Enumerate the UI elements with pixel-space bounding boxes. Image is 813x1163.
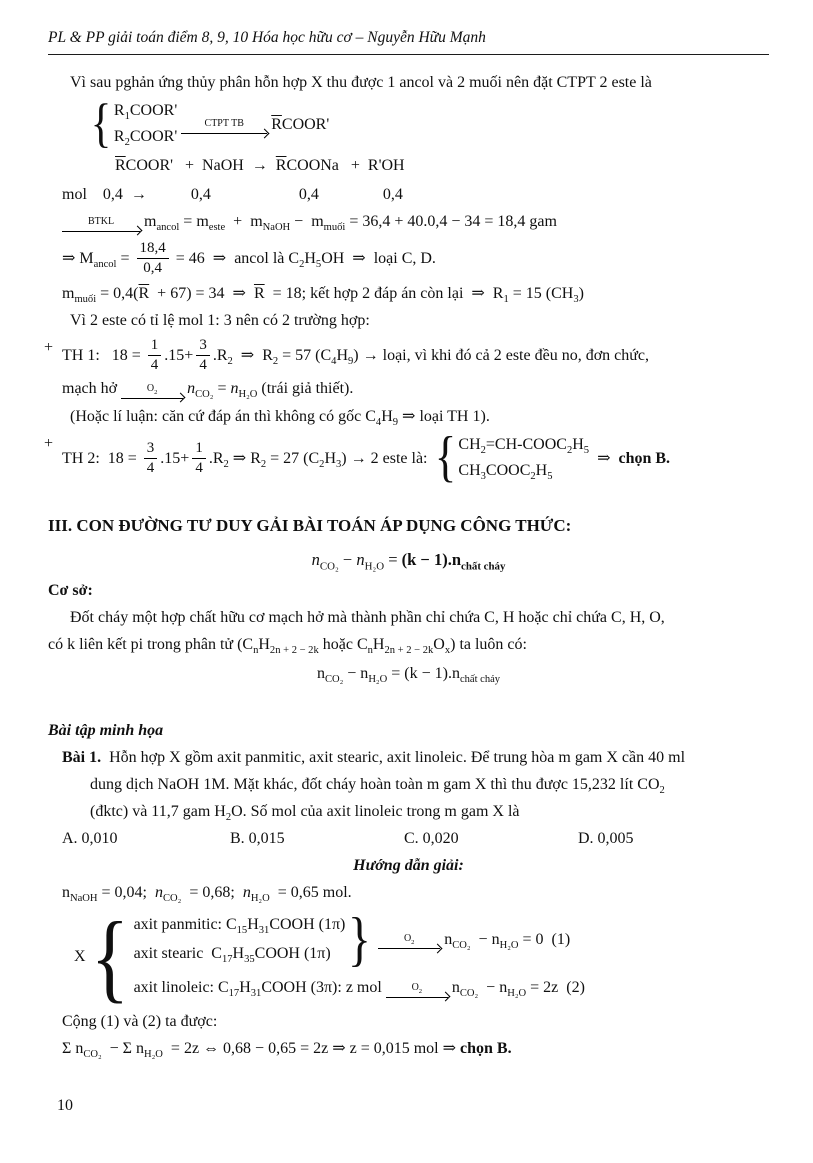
este-average-formula: $\overline{R}COOR'$ [271, 115, 330, 133]
th2-post: $.R_2$ [208, 449, 229, 470]
arrow-shaft [62, 227, 140, 232]
mancol-line [62, 239, 769, 278]
exercise-1-line-3: (đktc) và 11,7 gam $H_2O$. Số mol của axit linoleic trong m gam X là [90, 803, 520, 824]
este-system [88, 93, 769, 154]
main-formula: $n_{CO_2} - n_{H_2O} = (k - 1).n_{chất cháy}$ [311, 550, 506, 573]
o2-arrow [378, 933, 440, 949]
ester-candidates [458, 432, 589, 484]
case-2 [44, 426, 769, 489]
acid-2: axit stearic $C_{17}H_{35}COOH$ (1π) [133, 945, 331, 966]
section-heading: III. CON ĐƯỜNG TƯ DUY GẢI BÀI TOÁN ÁP DỤNG CÔNG THỨC: [48, 516, 572, 535]
este-line-2: $R_2COOR'$ [113, 128, 178, 149]
answer-options [62, 827, 769, 850]
mixture-label: X [74, 947, 86, 965]
sum-equation-line: Σ $n_{CO_2} - \Sigma$ $n_{H_2O} = 2z$ ⇔ 0,68 − 0,65 = 2z ⇒ z = 0,015 mol ⇒ chọn B. [62, 1040, 512, 1061]
repeat-formula: $n_{CO_2} - n_{H_2O} = (k - 1).n_{chất cháy}$ [316, 665, 501, 686]
arrow-label: $O_2$ [146, 382, 158, 396]
fraction-numerator: 1 [148, 336, 162, 356]
acid-1: axit panmitic: $C_{15}H_{31}COOH$ (1π) [133, 916, 346, 937]
exercise-1-text: Hỗn hợp X gồm axit panmitic, axit stearic, axit linoleic. Để trung hòa m gam X cần 40 ml [109, 749, 686, 766]
solution-intro-line: Vì sau pghản ứng thủy phân hỗn hợp X thu được 1 ancol và 2 muối nên đặt CTPT 2 este là [70, 74, 652, 91]
fraction-numerator: 1 [192, 439, 206, 459]
exercise-1-line-2: dung dịch NaOH 1M. Mặt khác, đốt cháy hoàn toàn m gam X thì thu được 15,232 lít $CO_2$ [90, 776, 665, 797]
left-brace: { [90, 900, 129, 1012]
fraction [196, 336, 210, 375]
ester-1: $CH_2=CH-COOC_2H_5$ [458, 436, 590, 457]
option-a: A. 0,010 [62, 830, 118, 847]
acid-system-body [133, 905, 585, 1002]
th1-mid: .15+ [164, 347, 194, 364]
option-d: D. 0,005 [578, 830, 634, 847]
case-1-line-2 [62, 377, 649, 400]
result-equation-2: $n_{CO_2} - n_{H_2O} = 2z$ (2) [451, 979, 585, 1000]
acid-group-row [133, 905, 585, 972]
acid-group-lines [134, 910, 346, 968]
option-b: B. 0,015 [230, 830, 285, 847]
fraction-denominator: 4 [195, 459, 203, 476]
case-1-line-1 [62, 336, 649, 375]
arrow-label: $O_2$ [411, 981, 423, 995]
o2-arrow [121, 383, 183, 399]
este-line-1: $R_1COOR'$ [113, 102, 178, 123]
fraction-numerator: 18,4 [137, 239, 169, 259]
th1-post: $.R_2$ [212, 347, 233, 368]
arrow-shaft [121, 394, 183, 399]
mol-row: mol 0,4 → 0,4 0,4 0,4 [62, 186, 403, 203]
mmuoi-line: $m_{muối} = 0,4(\overline{R} + 67) = 34$ ⇒ $\overline{R} = 18$; kết hợp 2 đáp án còn lại ⇒ $R_1 = 15$ $(CH_3)$ [62, 285, 584, 306]
fraction-denominator: 4 [150, 357, 159, 373]
btkl-equation: $m_{ancol} = m_{este} + m_{NaOH} - m_{muối} = 36,4 + 40.0,4 - 34 = 18,4$ gam [144, 213, 557, 234]
fraction-denominator: 0,4 [143, 260, 163, 276]
fraction-denominator: 4 [199, 357, 207, 373]
fraction-numerator: 3 [196, 336, 210, 356]
acid-system [74, 900, 769, 1012]
case-bullet: + [44, 339, 54, 356]
arrow-label: CTPT TB [204, 118, 244, 129]
th2-pre: TH 2: 18 = [62, 449, 141, 467]
fraction [192, 439, 206, 478]
este-lines [114, 98, 177, 150]
right-brace: } [348, 905, 372, 972]
case-1-body [62, 336, 649, 402]
cases-intro-line: Vì 2 este có tỉ lệ mol 1: 3 nên có 2 trường hợp: [70, 312, 370, 329]
exercise-1-label: Bài 1. [62, 749, 102, 766]
o2-arrow [386, 982, 448, 998]
ester-2: $CH_3COOC_2H_5$ [458, 462, 553, 483]
fraction-denominator: 4 [146, 459, 155, 476]
left-brace: { [90, 93, 112, 154]
th1-rest: ⇒ $R_2 = 57$ $(C_4H_9)$ → loại, vì khi đó cả 2 este đều no, đơn chức, [232, 347, 650, 368]
basis-line-2: có k liên kết pi trong phân tử ($C_nH_{2n + 2 - 2k}$ hoặc $C_nH_{2n + 2 - 2k}O_x$) ta luôn có: [48, 636, 527, 657]
case-bullet: + [44, 435, 54, 452]
option-c: C. 0,020 [404, 830, 459, 847]
case-2-body [62, 426, 671, 489]
result-equation-1: $n_{CO_2} - n_{H_2O} = 0$ (1) [444, 930, 571, 951]
fraction [137, 239, 169, 278]
acid-3: axit linoleic: $C_{17}H_{31}COOH$ (3π): z mol [133, 979, 382, 1000]
reaction-equation: $\overline{R}COOR'$ + NaOH → $\overline{R}COONa + R'OH$ [115, 157, 405, 174]
page-number: 10 [57, 1097, 73, 1114]
guide-label: Hướng dẫn giải: [353, 857, 464, 874]
mancol-post: = 46 ⇒ ancol là $C_2H_5OH$ ⇒ loại C, D. [171, 250, 436, 271]
header-rule [48, 54, 769, 55]
given-quantities-line: $n_{NaOH} = 0,04$; $n_{CO_2} = 0,68$; $n_{H_2O} = 0,65$ mol. [62, 884, 352, 905]
examples-section-label: Bài tập minh họa [48, 722, 164, 739]
left-brace: { [434, 426, 456, 489]
fraction [148, 336, 162, 375]
btkl-arrow [62, 216, 140, 232]
ctpt-tb-arrow [181, 118, 267, 134]
running-header-title: PL & PP giải toán điểm 8, 9, 10 Hóa học hữu cơ – Nguyễn Hữu Mạnh [48, 29, 486, 46]
arrow-shaft [378, 944, 440, 949]
basis-label: Cơ sở: [48, 582, 93, 599]
arrow-shaft [181, 129, 267, 134]
fraction-numerator: 3 [144, 439, 158, 459]
acid-3-row [134, 973, 585, 1002]
mancol-pre: ⇒ $M_{ancol}$ = [62, 250, 134, 271]
case-1 [44, 336, 769, 402]
fraction [144, 439, 158, 478]
arrow-shaft [386, 993, 448, 998]
th2-mid: .15+ [160, 449, 190, 467]
basis-line-1: Đốt cháy một hợp chất hữu cơ mạch hở mà thành phần chỉ chứa C, H hoặc chỉ chứa C, H, O, [70, 609, 665, 626]
th2-answer: ⇒ chọn B. [589, 449, 671, 467]
th1-cont-pre: mạch hở [62, 380, 118, 397]
note-line: (Hoặc lí luận: căn cứ đáp án thì không có gốc $C_4H_9$ ⇒ loại TH 1). [70, 408, 490, 429]
th1-cont-post: $n_{CO_2} = n_{H_2O}$ (trái giả thiết). [187, 380, 354, 401]
th1-pre: TH 1: 18 = [62, 347, 145, 364]
sum-intro-line: Cộng (1) và (2) ta được: [62, 1013, 218, 1030]
arrow-label: $O_2$ [403, 933, 415, 946]
arrow-label: BTKL [87, 215, 115, 227]
th2-rest: ⇒ $R_2 = 27$ $(C_2H_3) \to 2$ este là: [228, 449, 432, 470]
exercise-1-line-1 [62, 746, 769, 769]
btkl-line [62, 210, 769, 233]
